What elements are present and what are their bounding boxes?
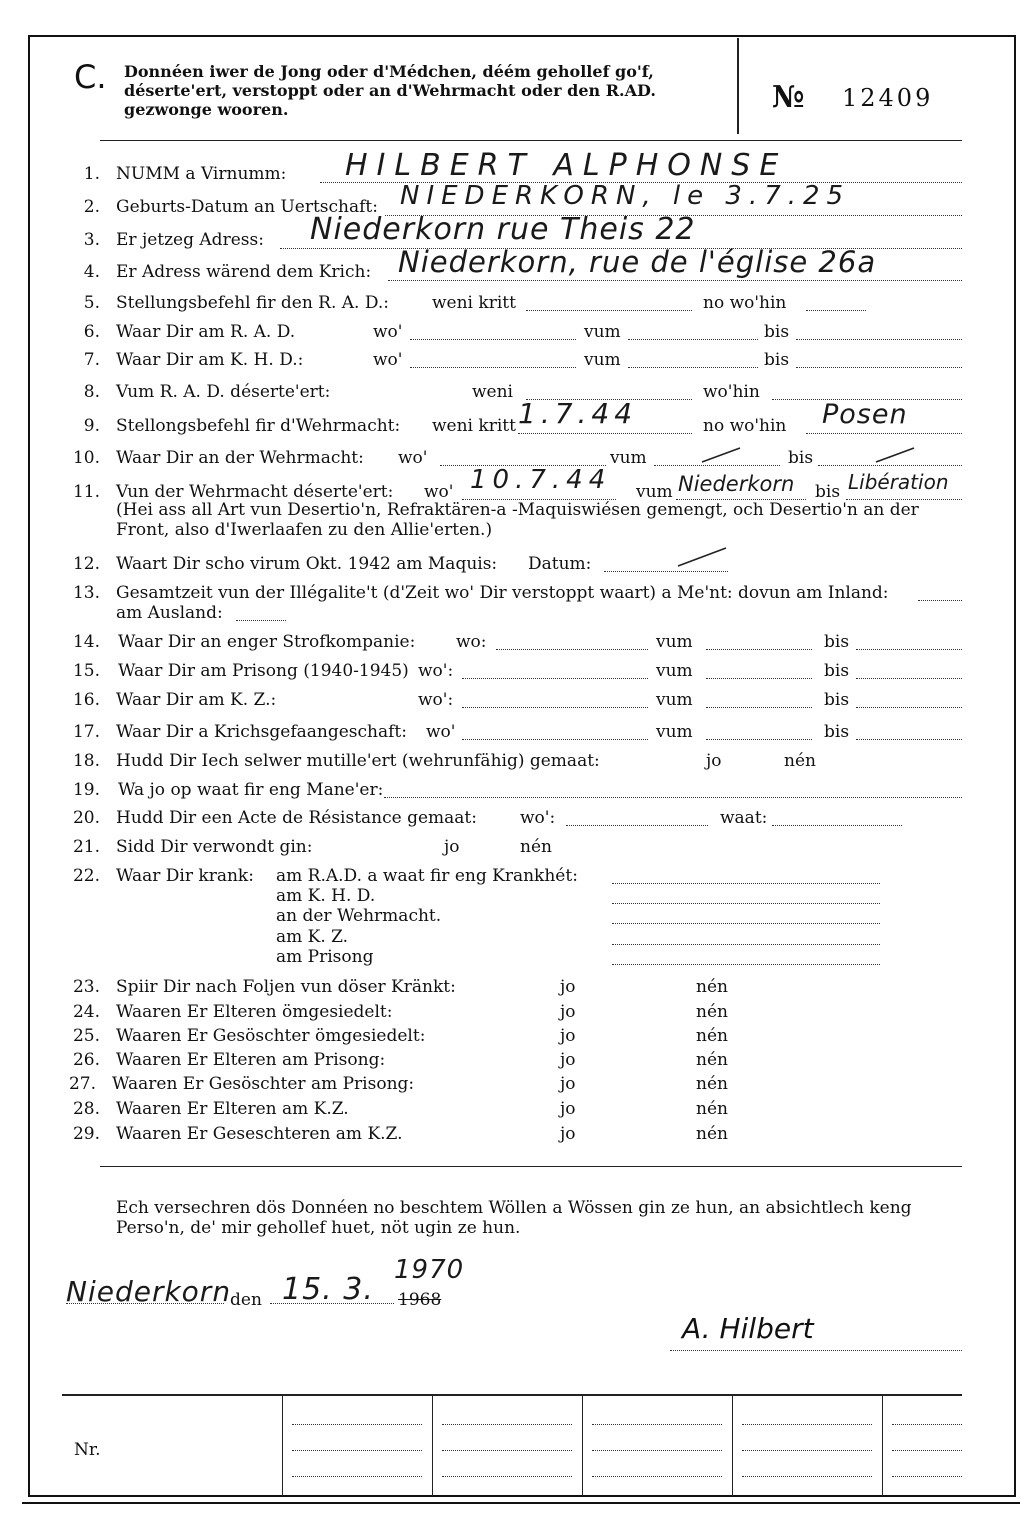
- wo-label: wo': [424, 482, 454, 502]
- wo-label: wo':: [418, 661, 454, 681]
- nen-option[interactable]: nén: [696, 1124, 728, 1144]
- weni-label: weni kritt: [432, 416, 516, 436]
- wo-line[interactable]: [462, 707, 648, 708]
- row-number: 21.: [72, 837, 100, 857]
- section-letter: C.: [74, 58, 107, 96]
- wehrmacht-desert-label: Vun der Wehrmacht déserte'ert:: [116, 482, 394, 502]
- row-number: 25.: [72, 1026, 100, 1046]
- place-line[interactable]: [66, 1303, 224, 1304]
- footer-cell-line[interactable]: [292, 1424, 422, 1425]
- ausland-line[interactable]: [236, 620, 286, 621]
- khd-label: Waar Dir am K. H. D.:: [116, 350, 304, 370]
- footer-divider: [882, 1396, 883, 1496]
- row-number: 9.: [83, 416, 100, 436]
- wo-label: wo': [373, 350, 403, 370]
- dash-stroke: [676, 544, 730, 570]
- footer-divider: [432, 1396, 433, 1496]
- wo-label: wo:: [456, 632, 487, 652]
- ausland-label: am Ausland:: [116, 603, 223, 623]
- datum-label: Datum:: [528, 554, 592, 574]
- signature-line[interactable]: [670, 1350, 962, 1351]
- nen-option[interactable]: nén: [520, 837, 552, 857]
- vum-label: vum: [656, 661, 693, 681]
- nen-option[interactable]: nén: [696, 1074, 728, 1094]
- sick-kz-label: am K. Z.: [276, 927, 349, 947]
- row-number: 15.: [72, 661, 100, 681]
- siblings-kz-label: Waaren Er Geseschteren am K.Z.: [116, 1124, 403, 1144]
- sick-khd-label: am K. H. D.: [276, 886, 376, 906]
- wo-label: wo':: [418, 690, 454, 710]
- bis-label: bis: [824, 632, 850, 652]
- wehrmacht-order-label: Stellongsbefehl fir d'Wehrmacht:: [116, 416, 401, 436]
- row-number: 23.: [72, 977, 100, 997]
- sick-rad-label: am R.A.D. a waat fir eng Krankhét:: [276, 866, 578, 886]
- siblings-resettled-label: Waaren Er Gesöschter ömgesiedelt:: [116, 1026, 426, 1046]
- bis-label: bis: [764, 350, 790, 370]
- rad-desert-label: Vum R. A. D. déserte'ert:: [116, 382, 331, 402]
- siblings-prison-label: Waaren Er Gesöschter am Prisong:: [112, 1074, 415, 1094]
- waat-line[interactable]: [772, 825, 902, 826]
- footer-divider: [282, 1396, 283, 1496]
- footer-cell-line[interactable]: [892, 1424, 962, 1425]
- footer-cell-line[interactable]: [592, 1476, 722, 1477]
- datum-line[interactable]: [604, 571, 728, 572]
- footer-cell-line[interactable]: [442, 1476, 572, 1477]
- row-number: 24.: [72, 1002, 100, 1022]
- no-wohin-line[interactable]: [806, 310, 866, 311]
- manner-label: Wa jo op waat fir eng Mane'er:: [118, 780, 384, 800]
- maquis-label: Waart Dir scho virum Okt. 1942 am Maquis:: [116, 554, 498, 574]
- no-wohin-label: no wo'hin: [703, 416, 787, 436]
- vum-label: vum: [636, 482, 673, 502]
- handwritten-year[interactable]: 1970: [394, 1255, 465, 1285]
- weni-label: weni kritt: [432, 293, 516, 313]
- wo-line[interactable]: [410, 339, 576, 340]
- manner-line[interactable]: [384, 797, 962, 798]
- footer-cell-line[interactable]: [442, 1450, 572, 1451]
- sick-wehrmacht-label: an der Wehrmacht.: [276, 906, 442, 926]
- bis-line[interactable]: [856, 739, 962, 740]
- wo-line[interactable]: [410, 367, 576, 368]
- wo-line[interactable]: [496, 649, 648, 650]
- row-number: 17.: [72, 722, 100, 742]
- row-number: 13.: [72, 583, 100, 603]
- header-divider: [737, 38, 739, 134]
- footer-cell-line[interactable]: [442, 1424, 572, 1425]
- no-wohin-line[interactable]: [806, 433, 962, 434]
- no-wohin-value[interactable]: Posen: [822, 399, 908, 430]
- desertion-note: (Hei ass all Art vun Desertio'n, Refraktären-a -Maquiswiésen gemengt, och Desertio'n an der Front, also d'Iwerlaafen zu den Allie'erten.): [116, 500, 919, 540]
- jo-option[interactable]: jo: [560, 1074, 576, 1094]
- rad-order-label: Stellungsbefehl fir den R. A. D.:: [116, 293, 390, 313]
- resistance-label: Hudd Dir een Acte de Résistance gemaat:: [116, 808, 477, 828]
- sick-prisong-line[interactable]: [612, 964, 880, 965]
- vum-line[interactable]: [628, 339, 758, 340]
- war-address-value[interactable]: Niederkorn, rue de l'église 26a: [398, 245, 877, 279]
- wo-label: wo': [398, 448, 428, 468]
- parents-resettled-label: Waaren Er Elteren ömgesiedelt:: [116, 1002, 393, 1022]
- date-value[interactable]: 15. 3.: [282, 1272, 374, 1307]
- vum-line[interactable]: [706, 707, 812, 708]
- row-number: 3.: [83, 230, 100, 250]
- den-label: den: [230, 1290, 262, 1310]
- waat-label: waat:: [720, 808, 768, 828]
- nen-option[interactable]: nén: [696, 1026, 728, 1046]
- vum-value[interactable]: Niederkorn: [678, 472, 795, 496]
- row-number: 11.: [72, 482, 100, 502]
- sick-kz-line[interactable]: [612, 944, 880, 945]
- weni-line[interactable]: [526, 310, 692, 311]
- row-number: 7.: [83, 350, 100, 370]
- nen-option[interactable]: nén: [696, 1002, 728, 1022]
- sequelae-label: Spiir Dir nach Foljen vun döser Kränkt:: [116, 977, 456, 997]
- war-address-label: Er Adress wärend dem Krich:: [116, 262, 372, 282]
- form-title: Donnéen iwer de Jong oder d'Médchen, déém gehollef go'f, déserte'ert, verstoppt oder an d'Wehrmacht oder den R.AD. gezwonge wooren.: [124, 62, 656, 119]
- row-number: 19.: [72, 780, 100, 800]
- sick-wehrmacht-line[interactable]: [612, 923, 880, 924]
- wounded-label: Sidd Dir verwondt gin:: [116, 837, 313, 857]
- birth-value[interactable]: NIEDERKORN, le 3.7.25: [400, 181, 851, 211]
- jo-option[interactable]: jo: [560, 1124, 576, 1144]
- bis-line[interactable]: [796, 339, 962, 340]
- strofkompanie-label: Waar Dir an enger Strofkompanie:: [118, 632, 416, 652]
- weni-value[interactable]: 1.7.44: [518, 397, 638, 430]
- signature[interactable]: A. Hilbert: [682, 1312, 814, 1345]
- rad-label: Waar Dir am R. A. D.: [116, 322, 296, 342]
- no-wohin-label: no wo'hin: [703, 293, 787, 313]
- vum-label: vum: [584, 322, 621, 342]
- mutilation-label: Hudd Dir Iech selwer mutille'ert (wehrunfähig) gemaat:: [116, 751, 600, 771]
- bis-label: bis: [764, 322, 790, 342]
- birth-label: Geburts-Datum an Uertschaft:: [116, 197, 378, 217]
- row-number: 28.: [72, 1099, 100, 1119]
- number-label: №: [772, 80, 805, 115]
- bis-value[interactable]: Libération: [848, 470, 949, 494]
- vum-label: vum: [610, 448, 647, 468]
- jo-option[interactable]: jo: [560, 1002, 576, 1022]
- war-address-line[interactable]: [388, 280, 962, 281]
- header-rule: [100, 140, 962, 141]
- sick-rad-line[interactable]: [612, 883, 880, 884]
- sick-prisong-label: am Prisong: [276, 947, 374, 967]
- address-value[interactable]: Niederkorn rue Theis 22: [310, 212, 696, 247]
- vum-line[interactable]: [628, 367, 758, 368]
- footer-cell-line[interactable]: [592, 1424, 722, 1425]
- wehrmacht-label: Waar Dir an der Wehrmacht:: [116, 448, 364, 468]
- dash-stroke: [700, 444, 744, 466]
- bis-label: bis: [824, 722, 850, 742]
- row-number: 8.: [83, 382, 100, 402]
- vum-label: vum: [656, 722, 693, 742]
- wo-line[interactable]: [462, 739, 648, 740]
- row-number: 1.: [83, 164, 100, 184]
- bis-label: bis: [788, 448, 814, 468]
- name-label: NUMM a Virnumm:: [116, 164, 287, 184]
- section-rule: [100, 1166, 962, 1167]
- row-number: 18.: [72, 751, 100, 771]
- footer-cell-line[interactable]: [742, 1476, 872, 1477]
- row-number: 29.: [72, 1124, 100, 1144]
- jo-option[interactable]: jo: [560, 1099, 576, 1119]
- jo-option[interactable]: jo: [560, 977, 576, 997]
- sick-label: Waar Dir krank:: [116, 866, 254, 886]
- bis-label: bis: [824, 661, 850, 681]
- wo-line[interactable]: [566, 825, 708, 826]
- captivity-label: Waar Dir a Krichsgefaangeschaft:: [116, 722, 407, 742]
- vum-label: vum: [656, 690, 693, 710]
- wo-label: wo': [373, 322, 403, 342]
- parents-prison-label: Waaren Er Elteren am Prisong:: [116, 1050, 386, 1070]
- row-number: 20.: [72, 808, 100, 828]
- vum-label: vum: [584, 350, 621, 370]
- nen-option[interactable]: nén: [696, 1099, 728, 1119]
- jo-option[interactable]: jo: [444, 837, 460, 857]
- vum-line[interactable]: [706, 739, 812, 740]
- bis-line[interactable]: [856, 678, 962, 679]
- nen-option[interactable]: nén: [784, 751, 816, 771]
- footer-cell-line[interactable]: [742, 1450, 872, 1451]
- wo-value[interactable]: 10.7.44: [470, 465, 612, 495]
- bis-line[interactable]: [856, 707, 962, 708]
- bis-label: bis: [824, 690, 850, 710]
- sick-khd-line[interactable]: [612, 903, 880, 904]
- inland-line[interactable]: [918, 600, 962, 601]
- nen-option[interactable]: nén: [696, 977, 728, 997]
- kz-label: Waar Dir am K. Z.:: [116, 690, 277, 710]
- row-number: 27.: [68, 1074, 96, 1094]
- place-value[interactable]: Niederkorn: [66, 1275, 232, 1308]
- dash-stroke: [874, 444, 918, 466]
- bis-label: bis: [815, 482, 841, 502]
- vum-line[interactable]: [706, 678, 812, 679]
- row-number: 10.: [72, 448, 100, 468]
- footer-cell-line[interactable]: [892, 1450, 962, 1451]
- row-number: 5.: [83, 293, 100, 313]
- footer-cell-line[interactable]: [742, 1424, 872, 1425]
- declaration-text: Ech versechren dös Donnéen no beschtem Wöllen a Wössen gin ze hun, an absichtlech keng Perso'n, de' mir gehollef huet, nöt ugin ze hun.: [116, 1198, 912, 1238]
- bis-line[interactable]: [796, 367, 962, 368]
- row-number: 2.: [83, 197, 100, 217]
- vum-label: vum: [656, 632, 693, 652]
- jo-option[interactable]: jo: [560, 1026, 576, 1046]
- footer-rule: [62, 1394, 962, 1396]
- address-label: Er jetzeg Adress:: [116, 230, 264, 250]
- footer-divider: [732, 1396, 733, 1496]
- jo-option[interactable]: jo: [560, 1050, 576, 1070]
- wohin-label: wo'hin: [703, 382, 760, 402]
- footer-cell-line[interactable]: [292, 1450, 422, 1451]
- printed-year: 1968: [398, 1290, 442, 1310]
- vum-line[interactable]: [706, 649, 812, 650]
- footer-cell-line[interactable]: [592, 1450, 722, 1451]
- weni-label: weni: [472, 382, 513, 402]
- bottom-rule: [22, 1502, 1020, 1504]
- wo-label: wo': [426, 722, 456, 742]
- illegality-label: Gesamtzeit vun der Illégalite't (d'Zeit wo' Dir verstoppt waart) a Me'nt: dovun am Inland:: [116, 583, 889, 603]
- footer-divider: [582, 1396, 583, 1496]
- row-number: 4.: [83, 262, 100, 282]
- weni-line[interactable]: [518, 433, 692, 434]
- row-number: 26.: [72, 1050, 100, 1070]
- footer-cell-line[interactable]: [892, 1476, 962, 1477]
- row-number: 14.: [72, 632, 100, 652]
- row-number: 16.: [72, 690, 100, 710]
- bis-line[interactable]: [856, 649, 962, 650]
- wo-label: wo':: [520, 808, 556, 828]
- name-value[interactable]: HILBERT ALPHONSE: [345, 148, 788, 183]
- row-number: 6.: [83, 322, 100, 342]
- nen-option[interactable]: nén: [696, 1050, 728, 1070]
- document-number: 12409: [842, 84, 934, 112]
- row-number: 12.: [72, 554, 100, 574]
- wo-line[interactable]: [462, 678, 648, 679]
- nr-label: Nr.: [74, 1440, 101, 1460]
- row-number: 22.: [72, 866, 100, 886]
- parents-kz-label: Waaren Er Elteren am K.Z.: [116, 1099, 349, 1119]
- prisong-label: Waar Dir am Prisong (1940-1945): [118, 661, 409, 681]
- jo-option[interactable]: jo: [706, 751, 722, 771]
- footer-cell-line[interactable]: [292, 1476, 422, 1477]
